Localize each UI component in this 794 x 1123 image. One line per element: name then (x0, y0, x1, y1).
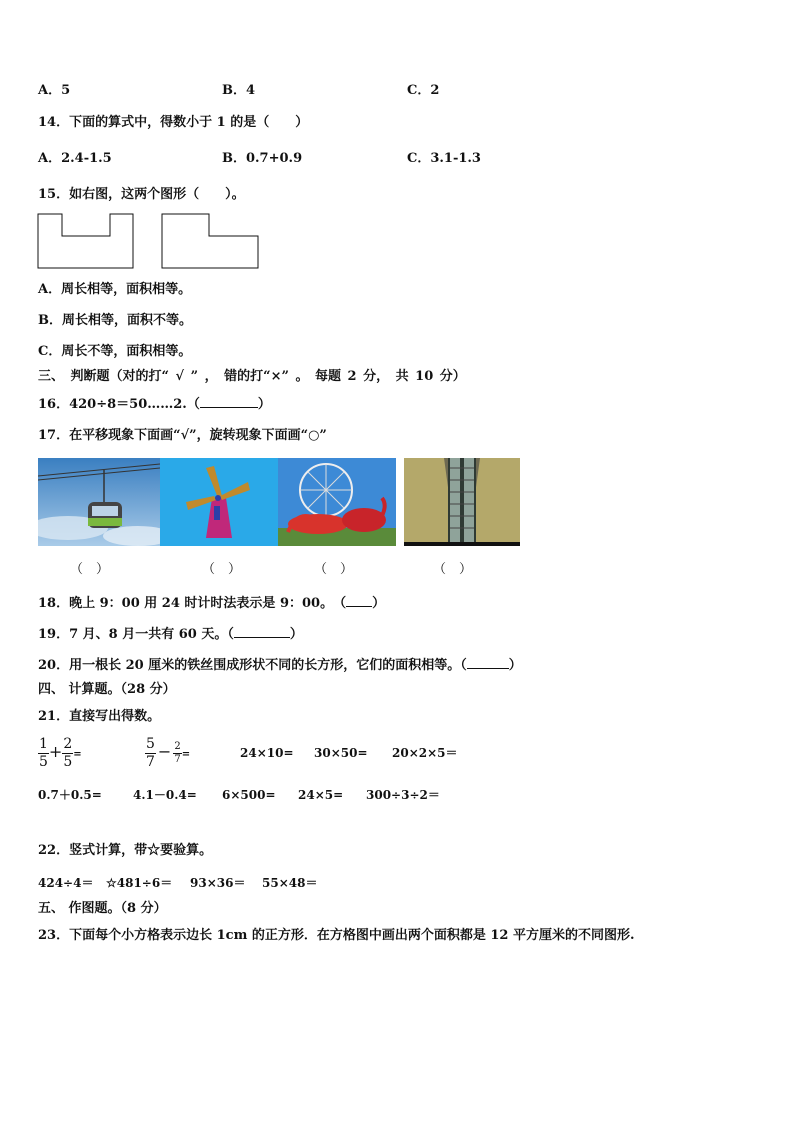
cable-car-image (38, 458, 160, 546)
q15-option-a: A．周长相等，面积相等。 (38, 282, 192, 297)
q21-item-24x10: 24×10= (240, 746, 294, 760)
q13-option-b: B．4 (222, 83, 256, 98)
q21-item-30x50: 30×50= (314, 746, 368, 760)
frac1-eq: = (73, 749, 82, 760)
q14-option-a: A．2.4-1.5 (38, 151, 112, 166)
frac2-eq: = (181, 749, 191, 760)
q21-item-20x2x5: 20×2×5＝ (392, 746, 458, 760)
q21-item-0.7+0.5: 0.7＋0.5= (38, 788, 102, 802)
q14-option-c: C．3.1-1.3 (407, 151, 481, 166)
frac2-a-den: 7 (146, 754, 155, 770)
q18-text: 18．晚上 9：00 用 24 时计时法表示是 9：00。 （ (38, 596, 347, 611)
frac2-op: − (157, 742, 172, 761)
frac1-a-den: 5 (39, 754, 48, 770)
q20 (38, 656, 522, 674)
q19-text: 19．7 月、8 月一共有 60 天。（ (38, 627, 234, 642)
q19-close: ） (289, 627, 303, 642)
q18-answer-blank[interactable] (346, 594, 372, 607)
ferris-wheel-image (278, 458, 396, 546)
q21-item-300÷3÷2: 300÷3÷2＝ (366, 788, 440, 802)
frac1-b-num: 2 (63, 736, 73, 752)
q21-fraction-1 (38, 733, 82, 774)
section-5-title: 五、 作图题。（8 分） (38, 901, 167, 916)
windmill-image (160, 458, 278, 546)
pic3-answer-blank[interactable]: （ ） (314, 562, 354, 577)
frac2-a-num: 5 (146, 736, 155, 752)
q21-fraction-2 (145, 733, 190, 774)
q16-answer-blank[interactable] (200, 395, 258, 408)
q15-option-c: C．周长不等，面积相等。 (38, 344, 192, 359)
q15-option-b: B．周长相等，面积不等。 (38, 313, 192, 328)
q22-item-3: 93×36＝ (190, 876, 246, 890)
pic2-answer-blank[interactable]: （ ） (202, 562, 242, 577)
q18 (38, 594, 385, 612)
q13-option-c: C．2 (407, 83, 440, 98)
frac1-op: + (48, 742, 63, 761)
q21-stem: 21．直接写出得数。 (38, 709, 161, 724)
q21-item-6x500: 6×500= (222, 788, 276, 802)
section-4-title: 四、 计算题。（28 分） (38, 682, 176, 697)
q22-item-4: 55×48＝ (262, 876, 318, 890)
q19-answer-blank[interactable] (234, 625, 290, 638)
q18-close: ） (372, 596, 386, 611)
section-3-title: 三、 判断题（对的打“ √ ” ， 错的打“×” 。 每题 2 分， 共 10 分） (38, 369, 466, 384)
q21-item-24x5: 24×5= (298, 788, 344, 802)
q16 (38, 395, 271, 413)
q16-text: 16．420÷8＝50……2.（ (38, 397, 200, 412)
q15-stem: 15．如右图，这两个图形（ ）。 (38, 187, 245, 202)
q22-item-2: ☆481÷6＝ (106, 876, 173, 890)
q14-option-b: B．0.7+0.9 (222, 151, 303, 166)
q17-stem: 17．在平移现象下面画“√”，旋转现象下面画“○” (38, 428, 327, 443)
frac2-b-num: 2 (174, 741, 181, 752)
q13-option-a: A．5 (38, 83, 71, 98)
q20-answer-blank[interactable] (467, 656, 509, 669)
q19 (38, 625, 303, 643)
escalator-image (404, 458, 520, 546)
q15-shape-left (38, 214, 133, 268)
q20-close: ） (508, 658, 522, 673)
frac1-a-num: 1 (39, 736, 48, 752)
pic1-answer-blank[interactable]: （ ） (70, 562, 110, 577)
q22-item-1: 424÷4＝ (38, 876, 94, 890)
q14-stem: 14．下面的算式中，得数小于 1 的是（ ） (38, 115, 309, 130)
q22-stem: 22．竖式计算，带☆要验算。 (38, 843, 213, 858)
q15-shape-right (162, 214, 258, 268)
q16-close: ） (257, 397, 271, 412)
frac1-b-den: 5 (63, 754, 73, 770)
frac2-b-den: 7 (174, 754, 181, 765)
q15-shapes-figure (37, 213, 262, 270)
pic4-answer-blank[interactable]: （ ） (433, 562, 473, 577)
q21-item-4.1-0.4: 4.1－0.4= (133, 788, 197, 802)
q20-text: 20．用一根长 20 厘米的铁丝围成形状不同的长方形，它们的面积相等。（ (38, 658, 467, 673)
q23-stem: 23．下面每个小方格表示边长 1cm 的正方形．在方格图中画出两个面积都是 12 平方厘米的不同图形. (38, 928, 635, 943)
